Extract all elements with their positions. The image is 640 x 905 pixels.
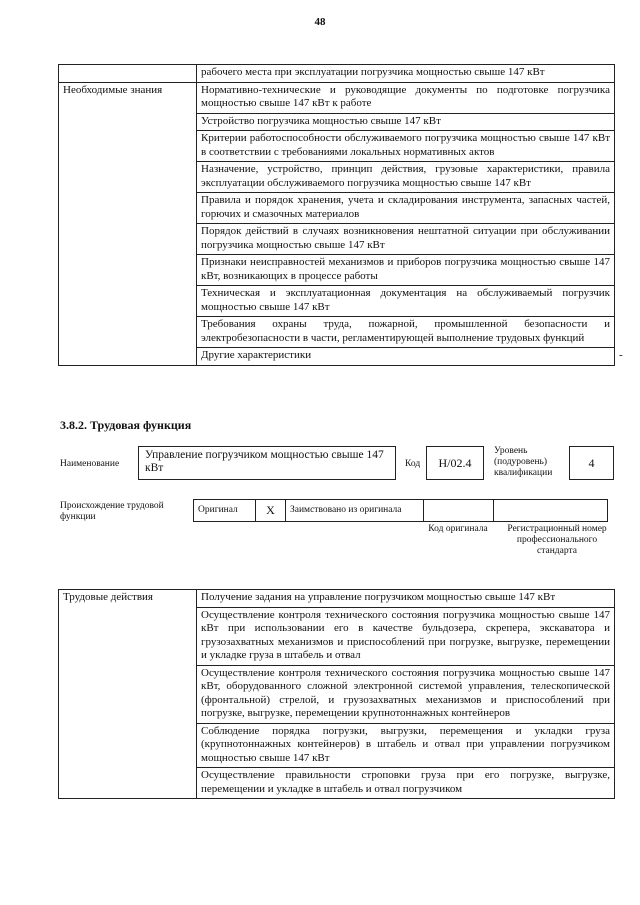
- section-heading: 3.8.2. Трудовая функция: [60, 418, 192, 432]
- table-row: [194, 500, 608, 522]
- row-text: Критерии работоспособности обслуживаемого погрузчика мощностью свыше 147 кВт в соответствии с требованиями локальных нормативных актов: [197, 131, 615, 162]
- row-label-labor-actions: Трудовые действия: [59, 590, 197, 799]
- borrowed-label: Заимствовано из оригинала: [286, 500, 424, 522]
- code-label: Код: [405, 459, 421, 469]
- origin-table: [193, 499, 608, 522]
- row-text: рабочего места при эксплуатации погрузчика мощностью свыше 147 кВт: [197, 65, 615, 83]
- row-text: Назначение, устройство, принцип действия, грузовые характеристики, правила эксплуатации обслуживаемого погрузчика мощностью свыше 147 кВт: [197, 162, 615, 193]
- registration-caption: Регистрационный номер профессионального стандарта: [507, 524, 607, 556]
- row-text: Порядок действий в случаях возникновения нештатной ситуации при обслуживании погрузчика мощностью свыше 147 кВт: [197, 224, 615, 255]
- row-text: Нормативно-технические и руководящие документы по подготовке погрузчика мощностью свыше 147 кВт к работе: [197, 82, 615, 113]
- original-code-cell: [424, 500, 494, 522]
- row-text: Техническая и эксплуатационная документация на обслуживаемый погрузчик мощностью свыше 147 кВт: [197, 286, 615, 317]
- name-label: Наименование: [60, 459, 120, 469]
- registration-number-cell: [494, 500, 608, 522]
- row-text: Требования охраны труда, пожарной, промышленной безопасности и электробезопасности в части, регламентирующей выполнение трудовых функций: [197, 317, 615, 348]
- code-caption: Код оригинала: [428, 524, 488, 534]
- row-text: Соблюдение порядка погрузки, выгрузки, перемещения и укладки груза (крупнотоннажных контейнеров) в штабель и отвал при управлении погрузчиком мощностью свыше 147 кВт: [197, 723, 615, 768]
- row-text: Признаки неисправностей механизмов и приборов погрузчика мощностью свыше 147 кВт, возникающих в процессе работы: [197, 255, 615, 286]
- row-text: Осуществление контроля технического состояния погрузчика мощностью свыше 147 кВт, оборудованного сложной электронной системой управления, телескопической (фронтальной) стрелой, и грузозахватных механизмов и приспособлений при погрузке, выгрузке, перемещении крупнотоннажных контейнеров: [197, 665, 615, 723]
- level-label: Уровень (подуровень) квалификации: [494, 446, 553, 478]
- origin-label: Происхождение трудовой функции: [60, 501, 164, 522]
- table-row: [59, 65, 615, 83]
- row-label: [59, 65, 197, 83]
- qualification-level-box: 4: [569, 446, 614, 480]
- knowledge-table: [58, 64, 623, 366]
- table-row: [59, 590, 615, 608]
- function-code-box: H/02.4: [426, 446, 484, 480]
- original-mark: X: [256, 500, 286, 522]
- row-label-necessary-knowledge: Необходимые знания: [59, 82, 197, 365]
- row-text: Осуществление контроля технического состояния погрузчика мощностью свыше 147 кВт при использовании его в качестве бульдозера, скрепера, экскаватора и грузозахватных механизмов и приспособлений при погрузке, выгрузке, перемещении и укладке груза в штабель и отвал: [197, 607, 615, 665]
- table-row: [59, 82, 615, 113]
- function-name-box: Управление погрузчиком мощностью свыше 147 кВт: [138, 446, 396, 480]
- row-text: Получение задания на управление погрузчиком мощностью свыше 147 кВт: [197, 590, 615, 608]
- page-number: 48: [314, 16, 326, 28]
- row-text: Правила и порядок хранения, учета и складирования инструмента, запасных частей, горючих и смазочных материалов: [197, 193, 615, 224]
- row-label-other-characteristics: Другие характеристики: [197, 348, 615, 366]
- row-text: Осуществление правильности строповки груза при его погрузке, выгрузке, перемещении и укладке в штабель и отвал погрузчиком: [197, 768, 615, 799]
- original-label: Оригинал: [194, 500, 256, 522]
- table-row: Другие характеристики -: [59, 348, 615, 366]
- actions-table: [58, 589, 615, 799]
- row-text: Устройство погрузчика мощностью свыше 147 кВт: [197, 113, 615, 131]
